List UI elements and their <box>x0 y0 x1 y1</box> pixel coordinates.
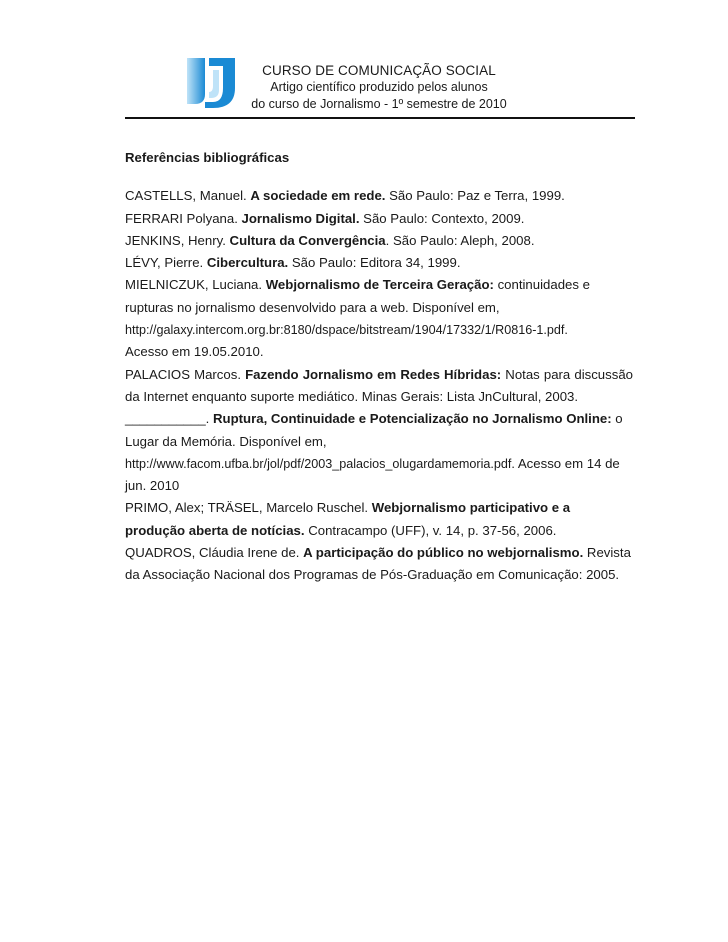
ref-title: Cultura da Convergência <box>229 232 386 248</box>
document-header <box>0 0 728 125</box>
ref-title: A participação do público no webjornalismo. <box>303 545 584 561</box>
reference-item <box>125 185 633 207</box>
ref-details: Contracampo (UFF), v. 14, p. 37-56, 2006. <box>304 522 557 538</box>
reference-item <box>125 497 633 542</box>
ref-title: Cibercultura. <box>206 255 289 271</box>
ref-author: PRIMO, Alex; TRÄSEL, Marcelo Ruschel. <box>125 500 372 516</box>
ref-details: São Paulo: Contexto, 2009. <box>359 210 525 226</box>
ref-author: CASTELLS, Manuel. <box>125 188 251 204</box>
reference-item <box>125 542 633 587</box>
header-subtitle-line2: do curso de Jornalismo - 1º semestre de 2010 <box>251 97 507 111</box>
ref-author: FERRARI Polyana. <box>125 210 242 226</box>
ref-author: JENKINS, Henry. <box>125 232 230 248</box>
ref-details: São Paulo: Paz e Terra, 1999. <box>385 188 565 204</box>
header-subtitle-line1: Artigo científico produzido pelos alunos <box>270 80 488 94</box>
ref-details: o Lugar da Memória. Disponível em, <box>125 411 623 449</box>
references-section <box>125 147 633 587</box>
ref-access-date: Acesso em 19.05.2010. <box>125 344 264 360</box>
ref-title: Webjornalismo participativo e a produção aberta de notícias. <box>125 500 571 538</box>
ref-author: ___________. <box>125 411 214 427</box>
reference-item <box>125 408 633 497</box>
reference-item <box>125 230 633 252</box>
ref-details: São Paulo: Editora 34, 1999. <box>288 255 461 271</box>
course-title: CURSO DE COMUNICAÇÃO SOCIAL <box>262 63 496 78</box>
ref-title: A sociedade em rede. <box>250 188 386 204</box>
reference-item <box>125 252 633 274</box>
ref-details: . São Paulo: Aleph, 2008. <box>385 232 535 248</box>
ref-title: Jornalismo Digital. <box>241 210 360 226</box>
ref-title: Ruptura, Continuidade e Potencialização no Jornalismo Online: <box>213 411 612 427</box>
header-text-block <box>240 62 518 113</box>
ref-details: continuidades e rupturas no jornalismo desenvolvido para a web. Disponível em, <box>125 277 590 315</box>
ref-title: Webjornalismo de Terceira Geração: <box>265 277 494 293</box>
reference-item <box>125 208 633 230</box>
reference-item <box>125 364 633 409</box>
ref-author: QUADROS, Cláudia Irene de. <box>125 545 304 561</box>
ref-access-date: Acesso em 14 de jun. 2010 <box>125 455 620 494</box>
ref-author: LÉVY, Pierre. <box>125 255 207 271</box>
ref-author: MIELNICZUK, Luciana. <box>125 277 266 293</box>
ref-url-link[interactable]: http://galaxy.intercom.org.br:8180/dspace/bitstream/1904/17332/1/R0816-1.pdf. <box>125 323 568 338</box>
uniube-logo-icon <box>183 52 239 112</box>
ref-details: Revista da Associação Nacional dos Programas de Pós-Graduação em Comunicação: 2005. <box>125 545 631 583</box>
ref-url-link[interactable]: http://www.facom.ufba.br/jol/pdf/2003_palacios_olugardamemoria.pdf. <box>125 456 515 471</box>
ref-author: PALACIOS Marcos. <box>125 366 246 382</box>
section-title: Referências bibliográficas <box>125 150 290 165</box>
header-divider <box>125 117 635 119</box>
ref-details: Notas para discussão da Internet enquanto suporte mediático. Minas Gerais: Lista JnCultural, 2003. <box>125 366 633 404</box>
ref-title: Fazendo Jornalismo em Redes Híbridas: <box>245 366 502 382</box>
reference-item <box>125 274 633 363</box>
